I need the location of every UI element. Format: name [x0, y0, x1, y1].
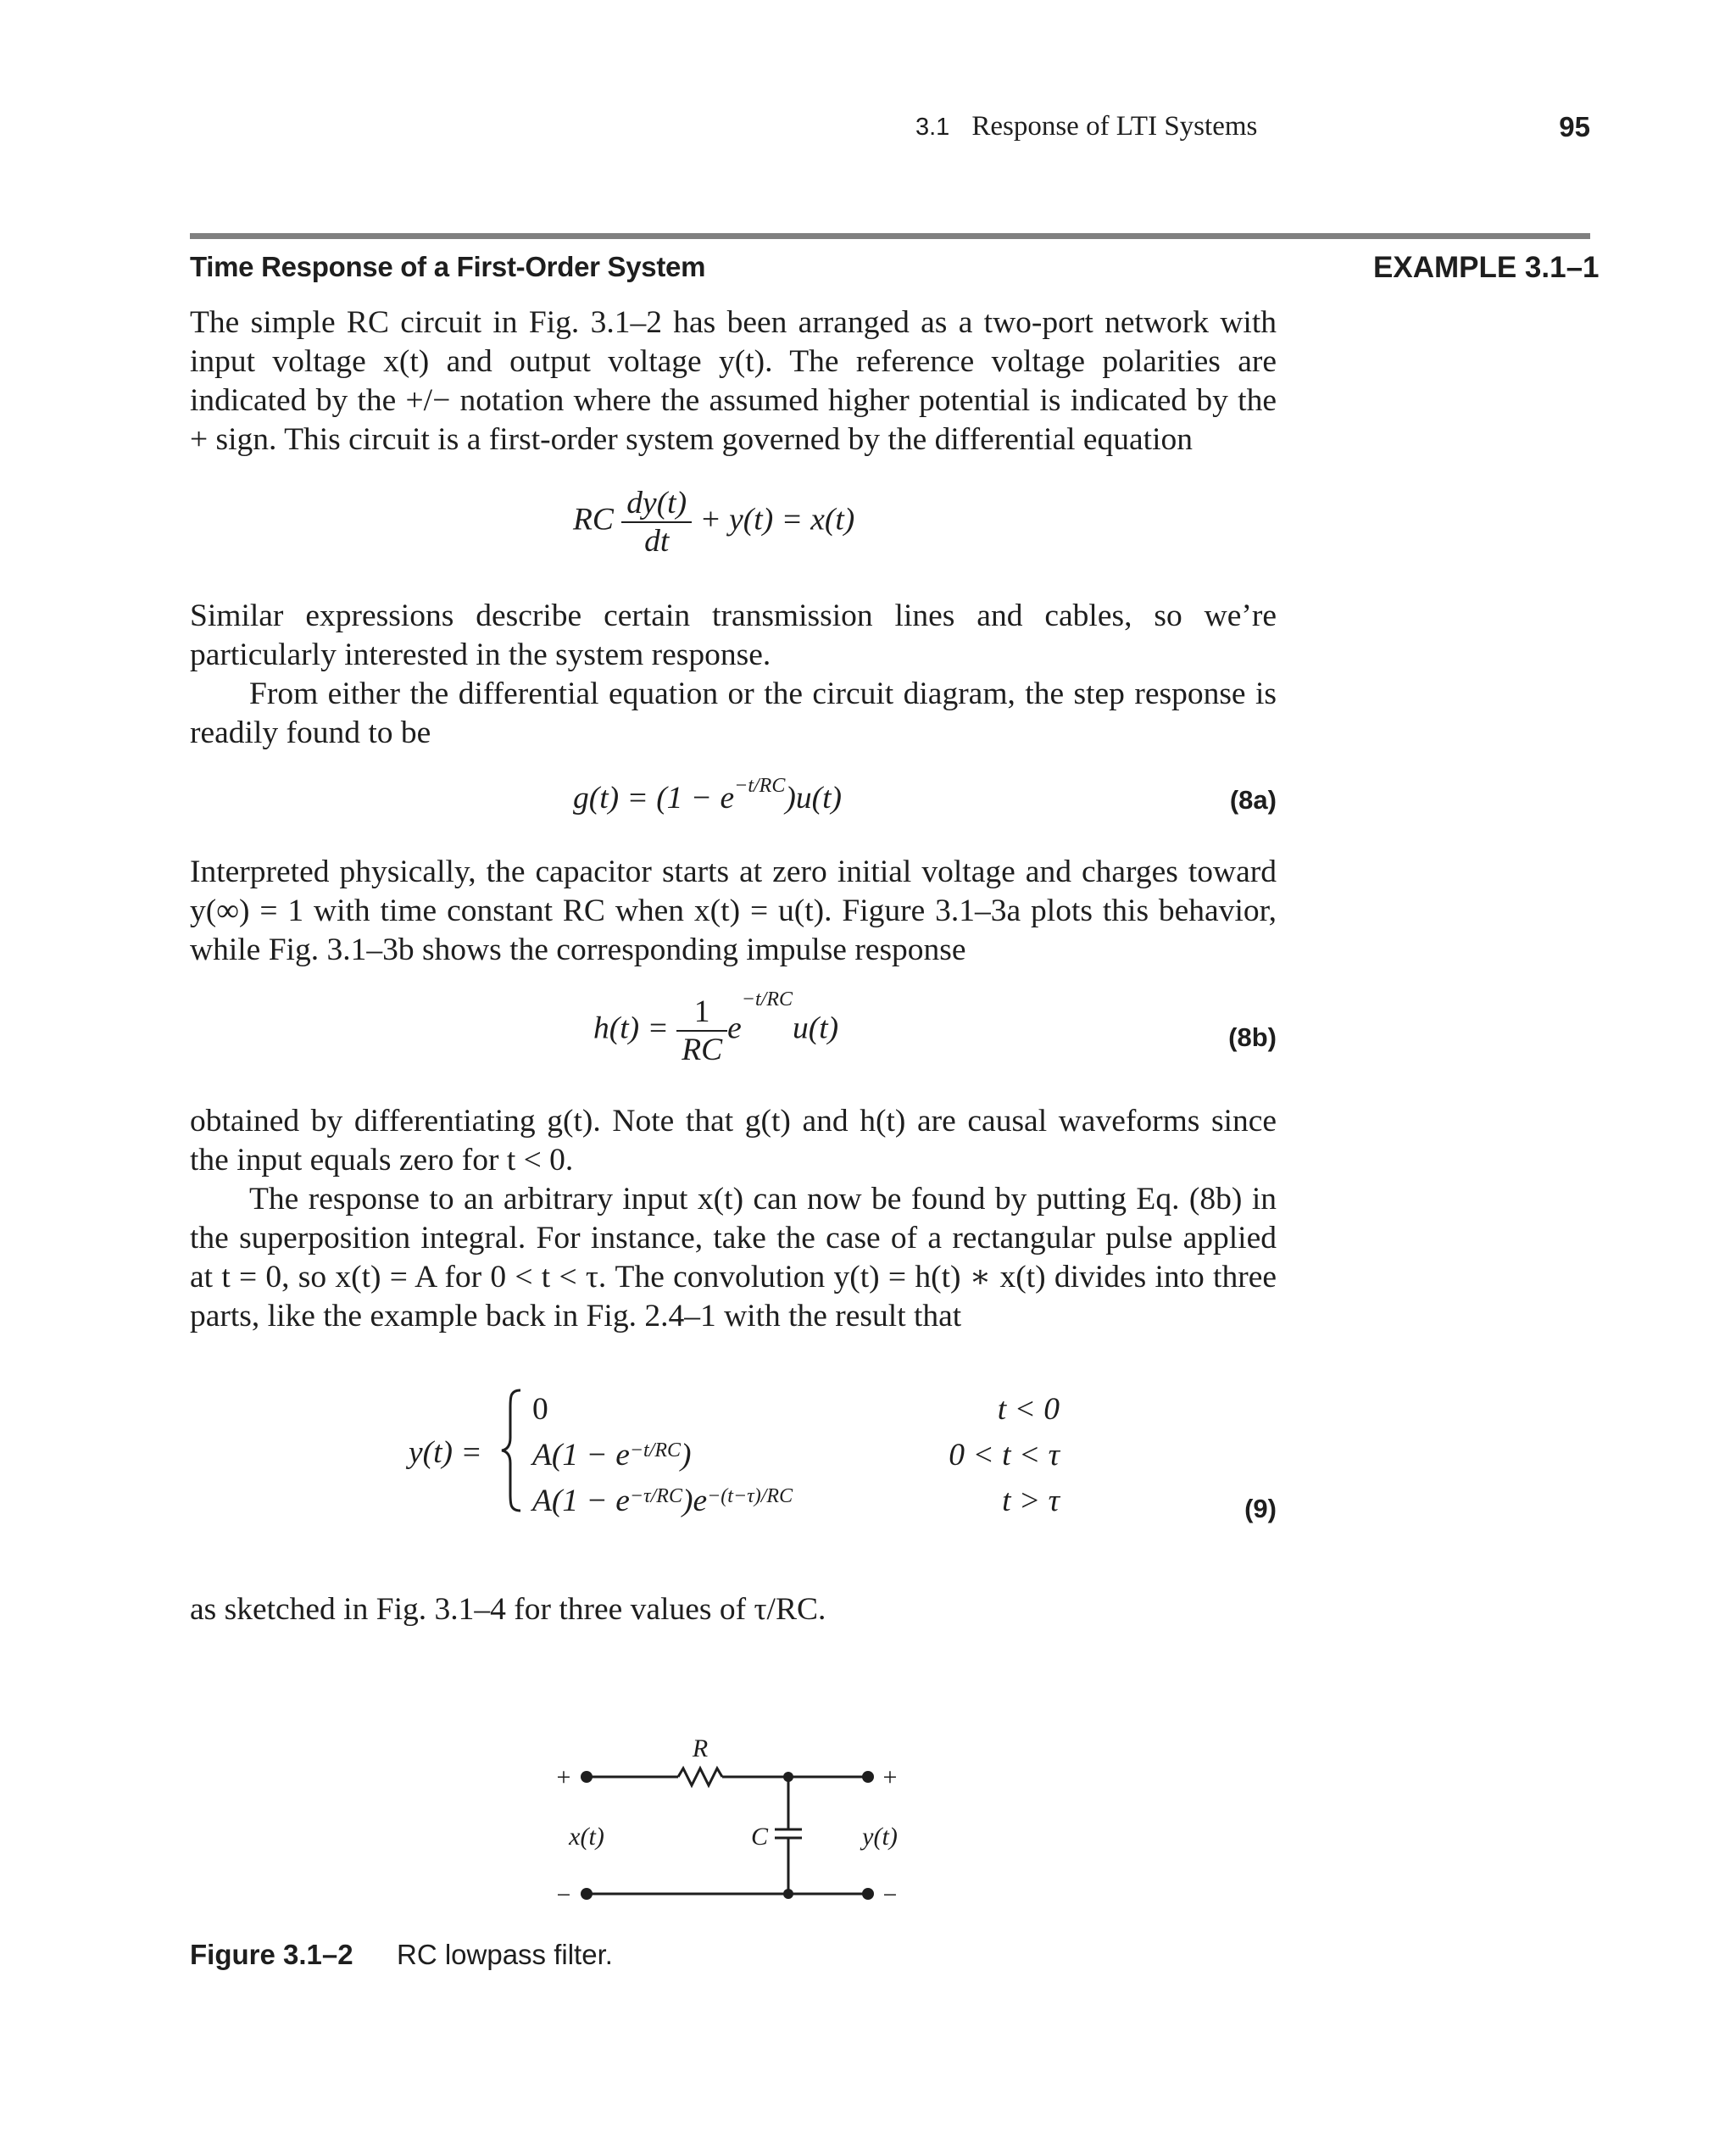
- rc-circuit-diagram: [542, 1729, 932, 1933]
- eq8a-main: g(t) = (1 − e: [573, 781, 735, 816]
- eq-diff-denominator: dt: [644, 524, 670, 559]
- eq9-case-3: [532, 1478, 793, 1524]
- figure-caption: RC lowpass filter.: [397, 1939, 613, 1970]
- equation-9-lhs: y(t) =: [409, 1435, 482, 1470]
- eq9-case-3-mid: )e: [682, 1484, 708, 1518]
- eq9-case-2: [532, 1433, 793, 1478]
- equation-differential: [573, 485, 854, 560]
- input-terminal-bottom: [581, 1888, 593, 1900]
- input-minus-label: −: [556, 1881, 571, 1909]
- paragraph-arbitrary-input: The response to an arbitrary input x(t) can now be found by putting Eq. (8b) in the superposition integral. For instance, take the case of a rectangular pulse applied at t = 0, so x(t) = A for 0 < t < τ. The convolution y(t) = h(t) ∗ x(t) divides into three parts, like the example back in Fig. 2.4–1 with the result that: [190, 1182, 1277, 1333]
- node-bottom: [783, 1889, 793, 1899]
- eq-diff-prefix: RC: [573, 502, 614, 537]
- eq9-condition-2: 0 < t < τ: [949, 1438, 1060, 1473]
- section-title: Response of LTI Systems: [971, 111, 1258, 142]
- eq9-case-2-exponent: −t/RC: [629, 1439, 682, 1461]
- eq8a-tail: )u(t): [785, 781, 842, 816]
- output-terminal-top: [862, 1771, 874, 1783]
- input-plus-label: +: [556, 1763, 571, 1791]
- eq9-brace: [498, 1387, 524, 1514]
- equation-number-9: (9): [1244, 1494, 1277, 1523]
- paragraph-similar: Similar expressions describe certain transmission lines and cables, so we’re particularly interested in the system response.: [190, 598, 1277, 672]
- eq9-condition-1: t < 0: [997, 1392, 1060, 1427]
- paragraph-intro: The simple RC circuit in Fig. 3.1–2 has been arranged as a two-port network with input voltage x(t) and output voltage y(t). The reference voltage polarities are indicated by the +/− notation where the assumed higher potential is indicated by the + sign. This circuit is a first-order system governed by the differential equation: [190, 305, 1277, 457]
- eq8b-tail: u(t): [792, 1010, 839, 1046]
- eq9-case-2-expr: A(1 − e: [532, 1438, 630, 1473]
- eq8b-denominator: RC: [682, 1033, 723, 1067]
- output-voltage-label: y(t): [862, 1823, 898, 1851]
- eq-diff-rest: + y(t) = x(t): [699, 502, 855, 537]
- page-number: 95: [1559, 111, 1590, 142]
- eq9-case-3-exponent-b: −(t−τ)/RC: [707, 1485, 793, 1507]
- eq8b-base: e: [727, 1010, 742, 1046]
- eq-diff-fraction: [621, 485, 692, 560]
- eq8b-lhs: h(t) =: [593, 1010, 669, 1046]
- capacitor-label: C: [750, 1823, 769, 1851]
- eq9-cases: [532, 1387, 793, 1524]
- eq8a-exponent: −t/RC: [734, 775, 786, 797]
- output-plus-label: +: [882, 1763, 898, 1791]
- input-terminal-top: [581, 1771, 593, 1783]
- paragraph-causal: obtained by differentiating g(t). Note that g(t) and h(t) are causal waveforms since the input equals zero for t < 0.: [190, 1104, 1277, 1177]
- figure-number: Figure 3.1–2: [190, 1939, 353, 1970]
- input-voltage-label: x(t): [569, 1823, 604, 1851]
- example-rule: [190, 233, 1590, 239]
- running-header: [915, 111, 1257, 142]
- output-terminal-bottom: [862, 1888, 874, 1900]
- paragraph-sketched: as sketched in Fig. 3.1–4 for three values of τ/RC.: [190, 1592, 826, 1627]
- output-minus-label: −: [882, 1881, 898, 1909]
- equation-8b: [593, 988, 839, 1068]
- eq9-conditions: [899, 1387, 1060, 1524]
- paragraph-interpretation: Interpreted physically, the capacitor starts at zero initial voltage and charges toward y(∞) = 1 with time constant RC when x(t) = u(t). Figure 3.1–3a plots this behavior, while Fig. 3.1–3b shows the corresponding impulse response: [190, 855, 1277, 967]
- example-title: Time Response of a First-Order System: [190, 251, 706, 282]
- equation-8a: [573, 775, 842, 816]
- resistor-label: R: [692, 1734, 709, 1762]
- eq8b-numerator: 1: [676, 994, 727, 1032]
- example-label: EXAMPLE 3.1–1: [1373, 251, 1600, 284]
- eq8b-fraction: [676, 994, 727, 1068]
- eq9-condition-3: t > τ: [1002, 1484, 1060, 1518]
- eq9-case-3-exponent-a: −τ/RC: [629, 1485, 682, 1507]
- eq9-case-2-close: ): [681, 1438, 692, 1473]
- eq8b-exponent: −t/RC: [741, 988, 793, 1010]
- eq9-case-1: [532, 1387, 793, 1433]
- node-top: [783, 1772, 793, 1782]
- section-number: 3.1: [915, 114, 950, 141]
- eq9-case-3-expr: A(1 − e: [532, 1484, 630, 1518]
- eq-diff-numerator: dy(t): [621, 485, 692, 523]
- equation-number-8a: (8a): [1229, 785, 1277, 815]
- equation-number-8b: (8b): [1228, 1022, 1277, 1052]
- eq9-case-1-expr: 0: [532, 1392, 548, 1427]
- resistor-zigzag: [678, 1768, 722, 1785]
- paragraph-step-response: From either the differential equation or the circuit diagram, the step response is readily found to be: [190, 676, 1277, 750]
